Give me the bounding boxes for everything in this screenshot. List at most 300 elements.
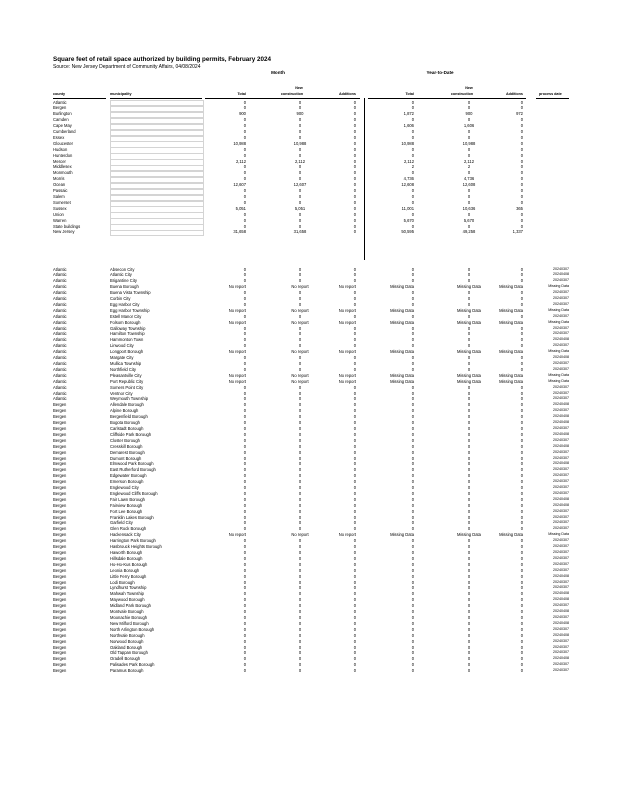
county-name: Hunterdon [53, 152, 73, 158]
ytd-new-construction-value: 0 [467, 550, 471, 555]
total-value: 0 [243, 585, 246, 591]
total-value: 0 [243, 146, 246, 152]
municipality-name: Lyndhurst Township [110, 585, 147, 591]
new-construction-value: 0 [298, 123, 302, 129]
total-value: 0 [243, 176, 246, 182]
new-construction-value: 0 [298, 343, 302, 349]
total-value: 0 [243, 105, 246, 111]
ytd-total-value: 5,670 [403, 217, 414, 223]
county-name: Morris [53, 176, 65, 182]
municipality-name: Old Tappan Borough [110, 650, 148, 656]
new-construction-value: 5,051 [294, 205, 306, 211]
county-name: Bergen [53, 561, 67, 567]
total-value: 0 [243, 217, 246, 223]
additions-value: 0 [353, 479, 356, 485]
municipality-name: Buena Vista Township [110, 290, 151, 296]
county-name: Bergen [53, 414, 67, 420]
ytd-total-value: 0 [411, 609, 414, 615]
ytd-total-value: 0 [411, 117, 414, 123]
ytd-additions-value: Missing Data [499, 319, 523, 325]
ytd-additions-value: 0 [520, 223, 523, 229]
ytd-new-construction-value: 0 [467, 337, 471, 343]
ytd-total-value: 0 [411, 632, 414, 638]
process-date-value: Missing Data [548, 532, 569, 537]
additions-value: 0 [353, 343, 356, 349]
process-date-value: 20240307 [553, 555, 569, 560]
ytd-total-value: 0 [411, 170, 414, 176]
ytd-total-value: Missing Data [390, 378, 414, 384]
county-name: Atlantic [53, 349, 67, 355]
county-name: Bergen [53, 632, 67, 638]
new-construction-value: 900 [296, 111, 304, 117]
new-construction-value: 0 [298, 266, 302, 272]
new-construction-value: 0 [298, 420, 302, 426]
total-value: 0 [243, 278, 246, 284]
total-value: 0 [243, 337, 246, 343]
county-name: Passaic [53, 188, 68, 194]
municipality-name: Mahwah Township [110, 591, 144, 597]
total-value: 0 [243, 290, 246, 296]
ytd-total-value: 2,112 [403, 158, 414, 164]
county-name: Bergen [53, 479, 67, 485]
total-value: 0 [243, 567, 246, 573]
additions-value: 0 [353, 473, 356, 479]
total-value: 0 [243, 555, 246, 561]
additions-value: 0 [353, 205, 356, 211]
total-value: 0 [243, 129, 246, 135]
ytd-additions-value: 0 [520, 632, 523, 638]
total-value: No report [228, 532, 246, 538]
total-value: No report [228, 307, 246, 313]
total-value: 0 [243, 152, 246, 158]
ytd-additions-value: 0 [520, 420, 523, 426]
new-construction-value: 0 [298, 272, 302, 278]
additions-value: 0 [353, 508, 356, 514]
total-value: 0 [243, 449, 246, 455]
total-value: 0 [243, 123, 246, 129]
ytd-new-construction-value: 0 [467, 361, 471, 366]
municipality-name: Ho-Ho-Kus Borough [110, 561, 148, 567]
ytd-total-value: 11,001 [401, 205, 414, 211]
municipality-row [0, 668, 618, 674]
county-name: Atlantic [53, 325, 67, 331]
county-name: Atlantic [53, 266, 67, 272]
process-date-value: 20240307 [553, 467, 569, 472]
ytd-additions-value: 0 [520, 455, 523, 461]
county-name: Bergen [53, 538, 67, 544]
process-date-value: 20240307 [553, 668, 569, 673]
total-value: 0 [243, 526, 246, 532]
ytd-new-construction-value: 0 [467, 443, 471, 449]
additions-value: 0 [353, 152, 356, 158]
county-name: Bergen [53, 455, 67, 461]
additions-value: 0 [353, 290, 356, 296]
ytd-total-value: 0 [411, 668, 414, 674]
municipality-name: Paramus Borough [110, 668, 144, 674]
municipality-name: Corbin City [110, 296, 131, 302]
municipality-name: Haworth Borough [110, 550, 143, 555]
process-date-value: 20240408 [553, 414, 569, 419]
county-name: Bergen [53, 443, 67, 449]
ytd-total-value: 0 [411, 656, 414, 662]
total-value: 0 [243, 490, 246, 496]
new-construction-value: 0 [298, 550, 302, 555]
ytd-total-value: 0 [411, 390, 414, 396]
ytd-new-construction-value: 0 [467, 467, 471, 473]
ytd-new-construction-value: 1,606 [463, 123, 475, 129]
county-name: Bergen [53, 508, 67, 514]
ytd-additions-value: 0 [520, 355, 523, 361]
county-name: Bergen [53, 585, 67, 591]
new-construction-value: 0 [298, 199, 302, 205]
total-value: No report [228, 284, 246, 290]
new-construction-value: 0 [298, 514, 302, 520]
additions-value: 0 [353, 194, 356, 199]
additions-value: 0 [353, 390, 356, 396]
county-name: Atlantic [53, 319, 67, 325]
additions-value: 0 [353, 182, 356, 188]
total-value: 0 [243, 443, 246, 449]
header-new-top: New [295, 86, 303, 90]
county-name: Bergen [53, 437, 67, 443]
total-value: No report [228, 378, 246, 384]
municipality-name: Margate City [110, 355, 134, 361]
additions-value: 0 [353, 129, 356, 135]
ytd-total-value: 0 [411, 555, 414, 561]
new-construction-value: 0 [298, 538, 302, 544]
new-construction-value: 0 [298, 609, 302, 615]
county-name: Bergen [53, 473, 67, 479]
county-name: Bergen [53, 626, 67, 632]
municipality-name: Bergenfield Borough [110, 414, 148, 420]
process-date-value: 20240307 [553, 296, 569, 301]
additions-value: 0 [353, 585, 356, 591]
ytd-total-value: 50,595 [401, 229, 414, 235]
total-value: 0 [243, 431, 246, 437]
ytd-additions-value: 0 [520, 668, 523, 674]
municipality-name: Pleasantville City [110, 372, 142, 378]
total-value: 0 [243, 479, 246, 485]
additions-value: 0 [353, 414, 356, 420]
ytd-total-value: Missing Data [390, 349, 414, 355]
new-construction-value: 0 [298, 614, 302, 620]
ytd-new-construction-value: 0 [467, 99, 471, 105]
county-name: State buildings [53, 223, 81, 229]
county-name: Bergen [53, 656, 67, 662]
process-date-value: 20240408 [553, 502, 569, 507]
process-date-value: 20240307 [553, 396, 569, 401]
county-name: Burlington [53, 111, 72, 117]
additions-value: 0 [353, 99, 356, 105]
additions-value: 0 [353, 461, 356, 467]
county-name: Bergen [53, 496, 67, 502]
municipality-name: Oradell Borough [110, 656, 141, 662]
ytd-additions-value: 0 [520, 603, 523, 609]
ytd-new-construction-value: 2 [467, 164, 471, 170]
ytd-new-construction-value: 0 [467, 134, 471, 140]
additions-value: 0 [353, 555, 356, 561]
new-construction-value: 0 [298, 194, 302, 199]
additions-value: 0 [353, 449, 356, 455]
ytd-new-construction-value: 49,258 [462, 229, 476, 235]
new-construction-value: 0 [298, 331, 302, 337]
new-construction-value: 0 [298, 325, 302, 331]
additions-value: 0 [353, 272, 356, 278]
total-value: 0 [243, 656, 246, 662]
ytd-additions-value: 0 [520, 361, 523, 366]
total-value: 0 [243, 573, 246, 579]
additions-value: 0 [353, 638, 356, 644]
ytd-new-construction-value: Missing Data [457, 372, 481, 378]
ytd-new-construction-value: 0 [467, 520, 471, 526]
additions-value: 0 [353, 561, 356, 567]
additions-value: 0 [353, 105, 356, 111]
new-construction-value: 0 [298, 414, 302, 420]
ytd-additions-value: 0 [520, 591, 523, 597]
ytd-additions-value: 0 [520, 656, 523, 662]
process-date-value: 20240307 [553, 585, 569, 590]
ytd-additions-value: 0 [520, 620, 523, 626]
county-name: Atlantic [53, 355, 67, 361]
new-construction-value: 0 [298, 496, 302, 502]
additions-value: 0 [353, 496, 356, 502]
county-name: Bergen [53, 668, 67, 674]
ytd-total-value: 0 [411, 603, 414, 609]
ytd-additions-value: 0 [520, 555, 523, 561]
municipality-table [0, 267, 618, 675]
ytd-additions-value: Missing Data [499, 532, 523, 538]
process-date-value: 20240408 [553, 609, 569, 614]
county-name: Bergen [53, 402, 67, 408]
municipality-name: Hackensack City [110, 532, 141, 538]
ytd-new-construction-value: 0 [467, 117, 471, 123]
municipality-name: Buena Borough [110, 284, 139, 290]
ytd-new-construction-value: 0 [467, 638, 471, 644]
county-name: Bergen [53, 532, 67, 538]
ytd-additions-value: Missing Data [499, 307, 523, 313]
ytd-additions-value: 0 [520, 170, 523, 176]
report-source: Source: New Jersey Department of Community Affairs, 04/08/2024 [53, 63, 201, 70]
municipality-name: Glen Rock Borough [110, 526, 147, 532]
ytd-total-value: 0 [411, 129, 414, 135]
additions-value: 0 [353, 278, 356, 284]
ytd-new-construction-value: 0 [467, 431, 471, 437]
process-date-value: Missing Data [548, 307, 569, 312]
new-construction-value: 0 [298, 170, 302, 176]
ytd-total-value: 0 [411, 223, 414, 229]
county-name: Bergen [53, 514, 67, 520]
ytd-new-construction-value: 0 [467, 366, 471, 372]
total-value: 0 [243, 473, 246, 479]
ytd-new-construction-value: 0 [467, 355, 471, 361]
municipality-name: Englewood City [110, 485, 139, 491]
ytd-total-value: 0 [411, 402, 414, 408]
process-date-value: 20240307 [553, 650, 569, 655]
county-name: Atlantic [53, 378, 67, 384]
ytd-total-value: 0 [411, 443, 414, 449]
additions-value: 0 [353, 229, 356, 235]
ytd-total-value: 0 [411, 620, 414, 626]
total-value: 0 [243, 638, 246, 644]
ytd-additions-value: 0 [520, 544, 523, 550]
additions-value: 0 [353, 296, 356, 302]
header-new-bottom: construction [280, 92, 304, 96]
municipality-name: Hillsdale Borough [110, 555, 143, 561]
additions-value: 0 [353, 668, 356, 674]
additions-value: 0 [353, 579, 356, 585]
new-construction-value: 0 [298, 278, 302, 284]
ytd-additions-value: 0 [520, 496, 523, 502]
ytd-total-value: 0 [411, 425, 414, 431]
municipality-name: Fairview Borough [110, 502, 143, 508]
ytd-new-construction-value: 0 [467, 555, 471, 561]
new-construction-value: 0 [298, 217, 302, 223]
ytd-total-value: 0 [411, 420, 414, 426]
additions-value: 0 [353, 384, 356, 390]
ytd-total-value: 0 [411, 211, 414, 217]
county-name: Hudson [53, 146, 68, 152]
new-construction-value: 0 [298, 579, 302, 585]
new-construction-value: No report [291, 378, 309, 384]
ytd-total-value: 2 [411, 164, 414, 170]
ytd-additions-value: 0 [520, 461, 523, 467]
county-name: Atlantic [53, 384, 67, 390]
ytd-new-construction-value: Missing Data [457, 307, 481, 313]
ytd-new-construction-value: 0 [467, 644, 471, 650]
ytd-total-value: 0 [411, 638, 414, 644]
additions-value: 0 [353, 437, 356, 443]
process-date-value: 20240307 [553, 437, 569, 442]
new-construction-value: 0 [298, 461, 302, 467]
municipality-name: Midland Park Borough [110, 603, 151, 609]
total-value: 0 [243, 502, 246, 508]
ytd-additions-value: 0 [520, 152, 523, 158]
ytd-new-construction-value: 0 [467, 473, 471, 479]
ytd-additions-value: 0 [520, 290, 523, 296]
total-value: 0 [243, 390, 246, 396]
ytd-additions-value: 0 [520, 331, 523, 337]
additions-value: 0 [353, 140, 356, 146]
ytd-total-value: 0 [411, 479, 414, 485]
municipality-name: Allendale Borough [110, 402, 144, 408]
municipality-name: Edgewater Borough [110, 473, 147, 479]
ytd-new-construction-value: 0 [467, 425, 471, 431]
new-construction-value: 0 [298, 526, 302, 532]
additions-value: No report [338, 319, 356, 325]
municipality-cell [110, 230, 204, 236]
ytd-total-value: 0 [411, 343, 414, 349]
ytd-new-construction-value: 0 [467, 455, 471, 461]
ytd-new-construction-value: 0 [467, 390, 471, 396]
ytd-total-value: 0 [411, 266, 414, 272]
county-name: Atlantic [53, 372, 67, 378]
ytd-additions-value: 0 [520, 337, 523, 343]
ytd-additions-value: 0 [520, 272, 523, 278]
municipality-name: Somers Point City [110, 384, 144, 390]
ytd-additions-value: 0 [520, 211, 523, 217]
ytd-new-construction-value: 0 [467, 502, 471, 508]
total-value: 0 [243, 396, 246, 402]
additions-value: No report [338, 284, 356, 290]
ytd-new-construction-value: 0 [467, 632, 471, 638]
ytd-additions-value: 0 [520, 408, 523, 414]
ytd-additions-value: 0 [520, 366, 523, 372]
total-value: 0 [243, 188, 246, 194]
total-value: 5,051 [235, 205, 246, 211]
new-construction-value: 0 [298, 361, 302, 366]
total-value: No report [228, 372, 246, 378]
municipality-name: Atlantic City [110, 272, 132, 278]
process-date-value: 20240307 [553, 301, 569, 306]
process-date-value: 20240307 [553, 408, 569, 413]
county-name: Bergen [53, 490, 67, 496]
ytd-new-construction-value: 0 [467, 331, 471, 337]
total-value: 0 [243, 266, 246, 272]
ytd-total-value: 0 [411, 355, 414, 361]
ytd-total-value: 0 [411, 490, 414, 496]
ytd-additions-value: 0 [520, 396, 523, 402]
municipality-name: Lodi Borough [110, 579, 135, 585]
additions-value: 0 [353, 134, 356, 140]
new-construction-value: 0 [298, 129, 302, 135]
ytd-additions-value: 0 [520, 176, 523, 182]
county-name: Bergen [53, 555, 67, 561]
ytd-total-value: 0 [411, 538, 414, 544]
county-name: Atlantic [53, 296, 67, 302]
new-construction-value: 0 [298, 396, 302, 402]
ytd-total-value: 0 [411, 467, 414, 473]
new-construction-value: 0 [298, 223, 302, 229]
ytd-additions-value: 0 [520, 502, 523, 508]
ytd-new-construction-value: 0 [467, 603, 471, 609]
ytd-new-construction-value: 0 [467, 384, 471, 390]
new-construction-value: 0 [298, 455, 302, 461]
county-summary-table [0, 100, 618, 236]
ytd-new-construction-value: 0 [467, 296, 471, 302]
ytd-additions-value: 0 [520, 561, 523, 567]
additions-value: 0 [353, 188, 356, 194]
additions-value: 0 [353, 420, 356, 426]
additions-value: 0 [353, 266, 356, 272]
additions-value: 0 [353, 396, 356, 402]
county-name: Atlantic [53, 396, 67, 402]
ytd-additions-value: 0 [520, 343, 523, 349]
county-name: Atlantic [53, 99, 67, 105]
new-construction-value: 0 [298, 425, 302, 431]
ytd-new-construction-value: 0 [467, 105, 471, 111]
ytd-total-value: 0 [411, 313, 414, 319]
header-additions: Additions [338, 92, 356, 96]
county-row [0, 229, 618, 235]
additions-value: 0 [353, 443, 356, 449]
ytd-total-value: 0 [411, 461, 414, 467]
county-name: New Jersey [53, 229, 75, 235]
ytd-new-construction-value: 0 [467, 408, 471, 414]
ytd-new-construction-value: 0 [467, 199, 471, 205]
county-name: Bergen [53, 520, 67, 526]
process-date-value: Missing Data [548, 284, 569, 289]
total-value: 0 [243, 496, 246, 502]
ytd-new-construction-value: 0 [467, 656, 471, 662]
total-value: No report [228, 349, 246, 355]
additions-value: 0 [353, 526, 356, 532]
ytd-additions-value: 0 [520, 490, 523, 496]
county-name: Mercer [53, 158, 66, 164]
municipality-name: Hamilton Township [110, 331, 145, 337]
ytd-new-construction-value: 0 [467, 223, 471, 229]
process-date-value: 20240408 [553, 431, 569, 436]
municipality-name: Englewood Cliffs Borough [110, 490, 158, 496]
